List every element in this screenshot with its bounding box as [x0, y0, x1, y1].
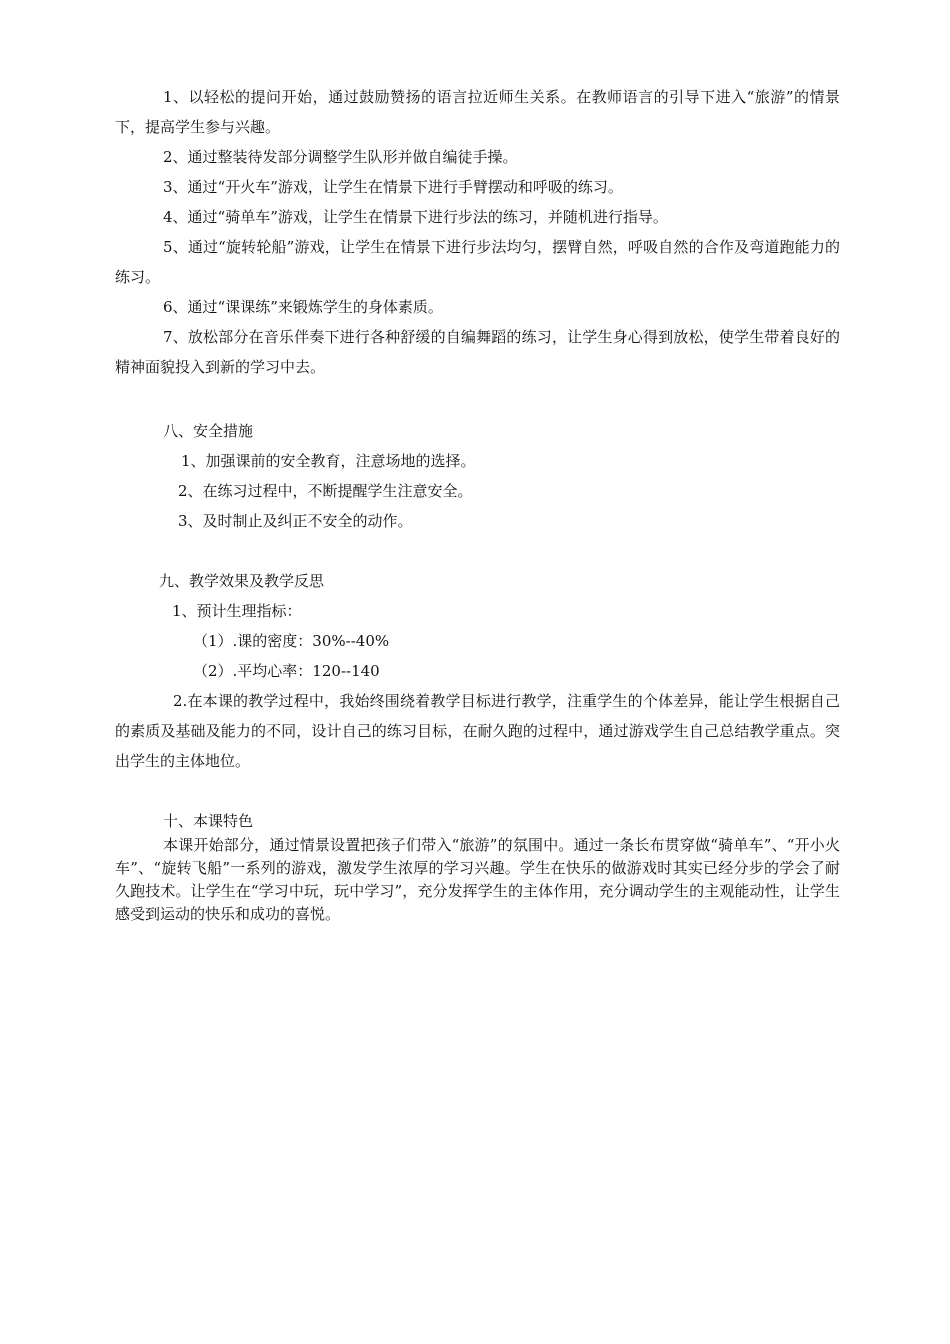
- procedure-item-1: 1、以轻松的提问开始，通过鼓励赞扬的语言拉近师生关系。在教师语言的引导下进入“旅游”的情景下，提高学生参与兴趣。: [115, 88, 840, 136]
- section-heading-reflection: 九、教学效果及教学反思: [159, 572, 325, 590]
- safety-item-3: 3、及时制止及纠正不安全的动作。: [178, 512, 413, 530]
- procedure-item-6: 6、通过“课课练”来锻炼学生的身体素质。: [163, 298, 443, 316]
- section-heading-features: 十、本课特色: [163, 812, 254, 830]
- procedure-item-5: 5、通过“旋转轮船”游戏，让学生在情景下进行步法均匀，摆臂自然，呼吸自然的合作及弯道跑能力的练习。: [115, 238, 840, 286]
- reflection-paragraph: 2.在本课的教学过程中，我始终围绕着教学目标进行教学，注重学生的个体差异，能让学生根据自己的素质及基础及能力的不同，设计自己的练习目标，在耐久跑的过程中，通过游戏学生自己总结教学重点。突出学生的主体地位。: [115, 692, 840, 770]
- procedure-item-2: 2、通过整装待发部分调整学生队形并做自编徒手操。: [163, 148, 518, 166]
- physiology-indicators-heading: 1、预计生理指标：: [172, 602, 302, 620]
- safety-item-1: 1、加强课前的安全教育，注意场地的选择。: [181, 452, 476, 470]
- metric-density: （1）.课的密度：30%--40%: [193, 632, 390, 650]
- procedure-item-3: 3、通过“开火车”游戏，让学生在情景下进行手臂摆动和呼吸的练习。: [163, 178, 623, 196]
- features-paragraph: 本课开始部分，通过情景设置把孩子们带入“旅游”的氛围中。通过一条长布贯穿做“骑单车”、“开小火车”、“旋转飞船”一系列的游戏，激发学生浓厚的学习兴趣。学生在快乐的做游戏时其实已经分步的学会了耐久跑技术。让学生在“学习中玩，玩中学习”，充分发挥学生的主体作用，充分调动学生的主观能动性，让学生感受到运动的快乐和成功的喜悦。: [115, 836, 840, 923]
- section-heading-safety: 八、安全措施: [163, 422, 254, 440]
- procedure-item-7: 7、放松部分在音乐伴奏下进行各种舒缓的自编舞蹈的练习，让学生身心得到放松，使学生带着良好的精神面貌投入到新的学习中去。: [115, 328, 840, 376]
- metric-heart-rate: （2）.平均心率：120--140: [193, 662, 380, 680]
- procedure-item-4: 4、通过“骑单车”游戏，让学生在情景下进行步法的练习，并随机进行指导。: [163, 208, 668, 226]
- safety-item-2: 2、在练习过程中，不断提醒学生注意安全。: [178, 482, 473, 500]
